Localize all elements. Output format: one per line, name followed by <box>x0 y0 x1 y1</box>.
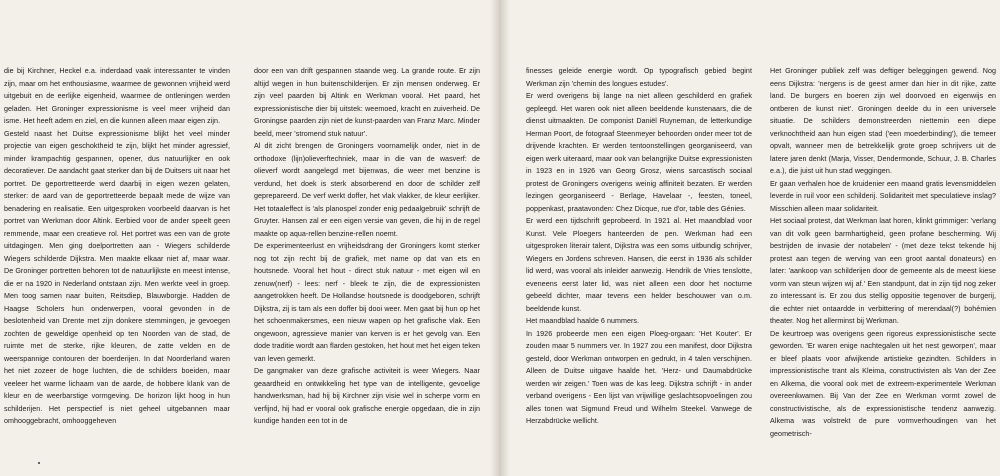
paragraph: Er werd overigens bij lange na niet alleen geschilderd en grafiek gepleegd. Het waren ook niet alleen beeldende kunstenaars, die de dienst uitmaakten. De componist Daniël Ruyneman, de letterkundige Herman Poort, de fotograaf Steenmeyer behoorden onder meer tot de drijvende krachten. Er werden tentoonstellingen georganiseerd, van eigen werk uiteraard, maar ook van belangrijke Duitse expressionisten in 1923 en in 1926 van Georg Grosz, wiens sarcastisch sociaal protest de Groningers overigens weinig affiniteit bezaten. Er werden lezingen georganiseerd - Berlage, Havelaar -, feesten, toneel, poppenkast, praatavonden: Chez Dicque, rue d'or, table des Génies. <box>526 92 752 213</box>
paragraph: De experimenteerlust en vrijheidsdrang der Groningers komt sterker nog tot zijn recht bij de grafiek, met name op dat van ets en houtsnede. Vooral het hout - direct stuk natuur - met eigen wil en zenuw(nerf) - lees: nerf - bleek te zijn, die de expressionisten aangetrokken heeft. De Hollandse houtsnede is doodgeboren, schrijft Dijkstra, zij is tam als een doffer bij dooi weer. Men gaat bij hun op het het schoenmakersmes, een nieuw wapen op het grafische vlak. Een ongewoon, agressieve manier van kerven is er het gevolg van. Een dode traditie wordt aan flarden gestoken, het hout met het eigen teken van leven gemerkt. <box>254 242 480 363</box>
text-column-3 <box>526 65 752 428</box>
book-gutter <box>490 0 510 476</box>
paragraph: In 1926 probeerde men een eigen Ploeg-orgaan: 'Het Kouter'. Er zouden maar 5 nummers ver. In 1927 zou een manifest, door Dijkstra gesteld, door Werkman ontworpen en gedrukt, in 4 talen verschijnen. Alleen de Duitse uitgave haalde het. 'Herz- und Daumabdrücke werden wir zeigen.' Toen was de kas leeg. Dijkstra schrijft - in ander verband overigens - Een lijst van vrijwillige geslachtsopvoelingen zou alles tonen wat Sigmund Freud und Wilhelm Steekel. Vanwege de Herzabdrücke wellicht. <box>526 329 752 425</box>
paragraph: Het Groninger publiek zelf was deftiger beleggingen gewend. Nog eens Dijkstra: 'nergens is de geest armer dan hier in dit rijke, zatte land. De burgers en boeren zijn wel doorvoed en eigenwijs en ontberen de kunst niet'. Groningen deelde du in een universele situatie. De schilders demonstreerden niettemin een diepe verknochtheid aan hun eigen stad ('een moederbinding'), die temeer opvalt, wanneer men de betrekkelijk grote groep schrijvers uit de latere jaren denkt (Marja, Visser, Dendermonde, Schuur, J. B. Charles e.a.), die juist uit hun stad weggingen. <box>770 67 996 175</box>
paragraph: Er werd een tijdschrift geprobeerd. In 1921 al. Het maandblad voor Kunst. Vele Ploegers hanteerden de pen. Werkman had een uitgesproken literair talent, Dijkstra was een soms uitbundig schrijver, Wiegers en Jordens schreven. Hansen, die eerst in 1936 als schilder lid werd, was vooral als inleider aanwezig. Hendrik de Vries tenslotte, eveneens eerst later lid, was niet alleen een door het nocturne gebeeld dichter, maar tevens een helder beschouwer van o.m. beeldende kunst. <box>526 217 752 313</box>
ink-speck <box>38 462 40 464</box>
paragraph: Al dit zicht brengen de Groningers voornamelijk onder, niet in de orthodoxe (lijn)olieverftechniek, maar in die van de wasverf: de olieverf wordt aangelegd met bijenwas, die weer met benzine is verdund, het doek is sterk absorberend en door de schilder zelf geprepareerd. De verf werkt doffer, het vlak vlakker, de kleur eerlijker. Het totaaleffect is 'als planospel zonder enig pedaalgebruik' schrijft de Gruyter. Hansen zal er een eigen versie van geven, die hij in de regel maakte op aqua-rellen benzine-rellen noemt. <box>254 142 480 238</box>
paragraph: Het sociaal protest, dat Werkman laat horen, klinkt grimmiger: 'verlang van dit volk geen barmhartigheid, geen profane bescherming. Wij bestrijden de invasie der notabelen' - (met deze tekst tekende hij protest aan tegen de werving van een groot aantal donateurs) en later: 'aankoop van schilderijen door de gemeente als de meest kiese vorm van steun wijzen wij af.' Een standpunt, dat in zijn tijd nog zeker zo interessant is. Er zou dus stellig oppositie tegenover de burgerij, die echter niet ontaardde in verbittering of merendaal(?) bohémien theater. Nog het allerminst bij Werkman. <box>770 217 996 325</box>
paragraph: Gesteld naast het Duitse expressionisme blijkt het veel minder projectie van eigen geschoktheid te zijn, blijkt het minder agressief, minder krampachtig gespannen, opener, dus natuurlijker en ook decoratiever. De aandacht gaat sterker dan bij de Duitsers uit naar het portret. De geportretteerde werd daarbij in eigen wezen gelaten, sterker: de aard van de geportretteerde bepaalt mede de wijze van benadering en realisatie. Een uitgesproken voorbeeld daarvan is het portret van Werkman door Altink. Eerbied voor de ander speelt geen remmende, maar een creatieve rol. Het portret was een van de grote uitdagingen. Men ging doelportretten aan - Wiegers schilderde Wiegers schilderde Dijkstra. Men maakte elkaar niet af, maar waar. De Groninger portretten behoren tot de natuurlijkste en meest intense, die er na 1920 in Nederland ontstaan zijn. Men werkte veel in groep. Men toog samen naar buiten, Reitsdiep, Blauwborgje. Hadden de Haagse Scholers hun onderwerpen, vooral gevonden in de beslotenheid van Drente met zijn donkere stemmingen, je gevoegen zochten de geweldige openheid op ten Noorden van de stad, de ruimte met de sterke, rijke kleuren, de zatte velden en de weerspannige contouren der boerderijen. In dat Noorderland waren het niet zozeer de hoge luchten, die de schilders boeiden, maar veeleer het warme lichaam van de aarde, de hobbere klank van de kleur en de weerbarstige vormgeving. De horizon lijkt hoog in hun schilderijen. Het perspectief is niet geheel uitgebannen maar omhooggebracht, omhooggeheven <box>4 129 230 425</box>
paragraph: De gangmaker van deze grafische activiteit is weer Wiegers. Naar geaardheid en ontwikkeling het type van de intelligente, gevoelige handwerksman, had hij bij Kirchner zijn visie wel in scherpe vorm en verfijnd, hij had er vooral ook grafische energie opgedaan, die in zijn kundige handen een tot in de <box>254 367 480 425</box>
text-column-4 <box>770 65 996 440</box>
paragraph: Het maandblad haalde 6 nummers. <box>526 317 640 325</box>
paragraph: door een van drift gespannen staande weg. La grande route. Er zijn altijd wegen in hun buitenschilderijen. Er zijn mensen onderweg. Er zijn veel paarden bij Altink en Werkman vooral. Het paard, het expressionistische dier bij uitstek: weemoed, kracht en zuiverheid. De Groningse paarden zijn niet de kunst-paarden van Franz Marc. Minder beeld, meer 'stromend stuk natuur'. <box>254 67 480 138</box>
paragraph: die bij Kirchner, Heckel e.a. inderdaad vaak interessanter te vinden zijn, maar om het enthousiasme, waarmee de gewonnen vrijheid werd uitgebuit en de eerlijke eigenheid, waarmee de ontleningen werden geladen. Het Groninger expressionisme is veel meer vrijheid dan isme. Het heeft adem en ziel, en die kunnen alleen maar eigen zijn. <box>4 67 230 125</box>
paragraph: De keurtroep was overigens geen rigoreus expressionistische secte geworden. 'Er waren enige nachtegalen uit het nest geworpen', maar er bleef plaats voor afwijkende artistieke gezindten. Schilders in impressionistische trant als Kleima, constructivisten als Van der Zee en Alkema, die vooral ook met de extreem-experimentele Werkman overeenkwamen. Bij Van der Zee en Werkman vormt zowel de constructivistische, als de expressionistische tendenz aanwezig. Alkema was volstrekt de pure vormverhoudingen van het geometrisch- <box>770 329 996 438</box>
paragraph: finesses geleide energie wordt. Op typografisch gebied begint Werkman zijn 'chemin des longues estudes'. <box>526 67 752 88</box>
text-column-1 <box>4 65 230 428</box>
text-column-2 <box>254 65 480 428</box>
paragraph: Er gaan verhalen hoe de kruidenier een maand gratis levensmiddelen leverde in ruil voor een schilderij. Solidariteit met speculatieve inslag? Misschien alleen maar solidariteit. <box>770 179 996 213</box>
